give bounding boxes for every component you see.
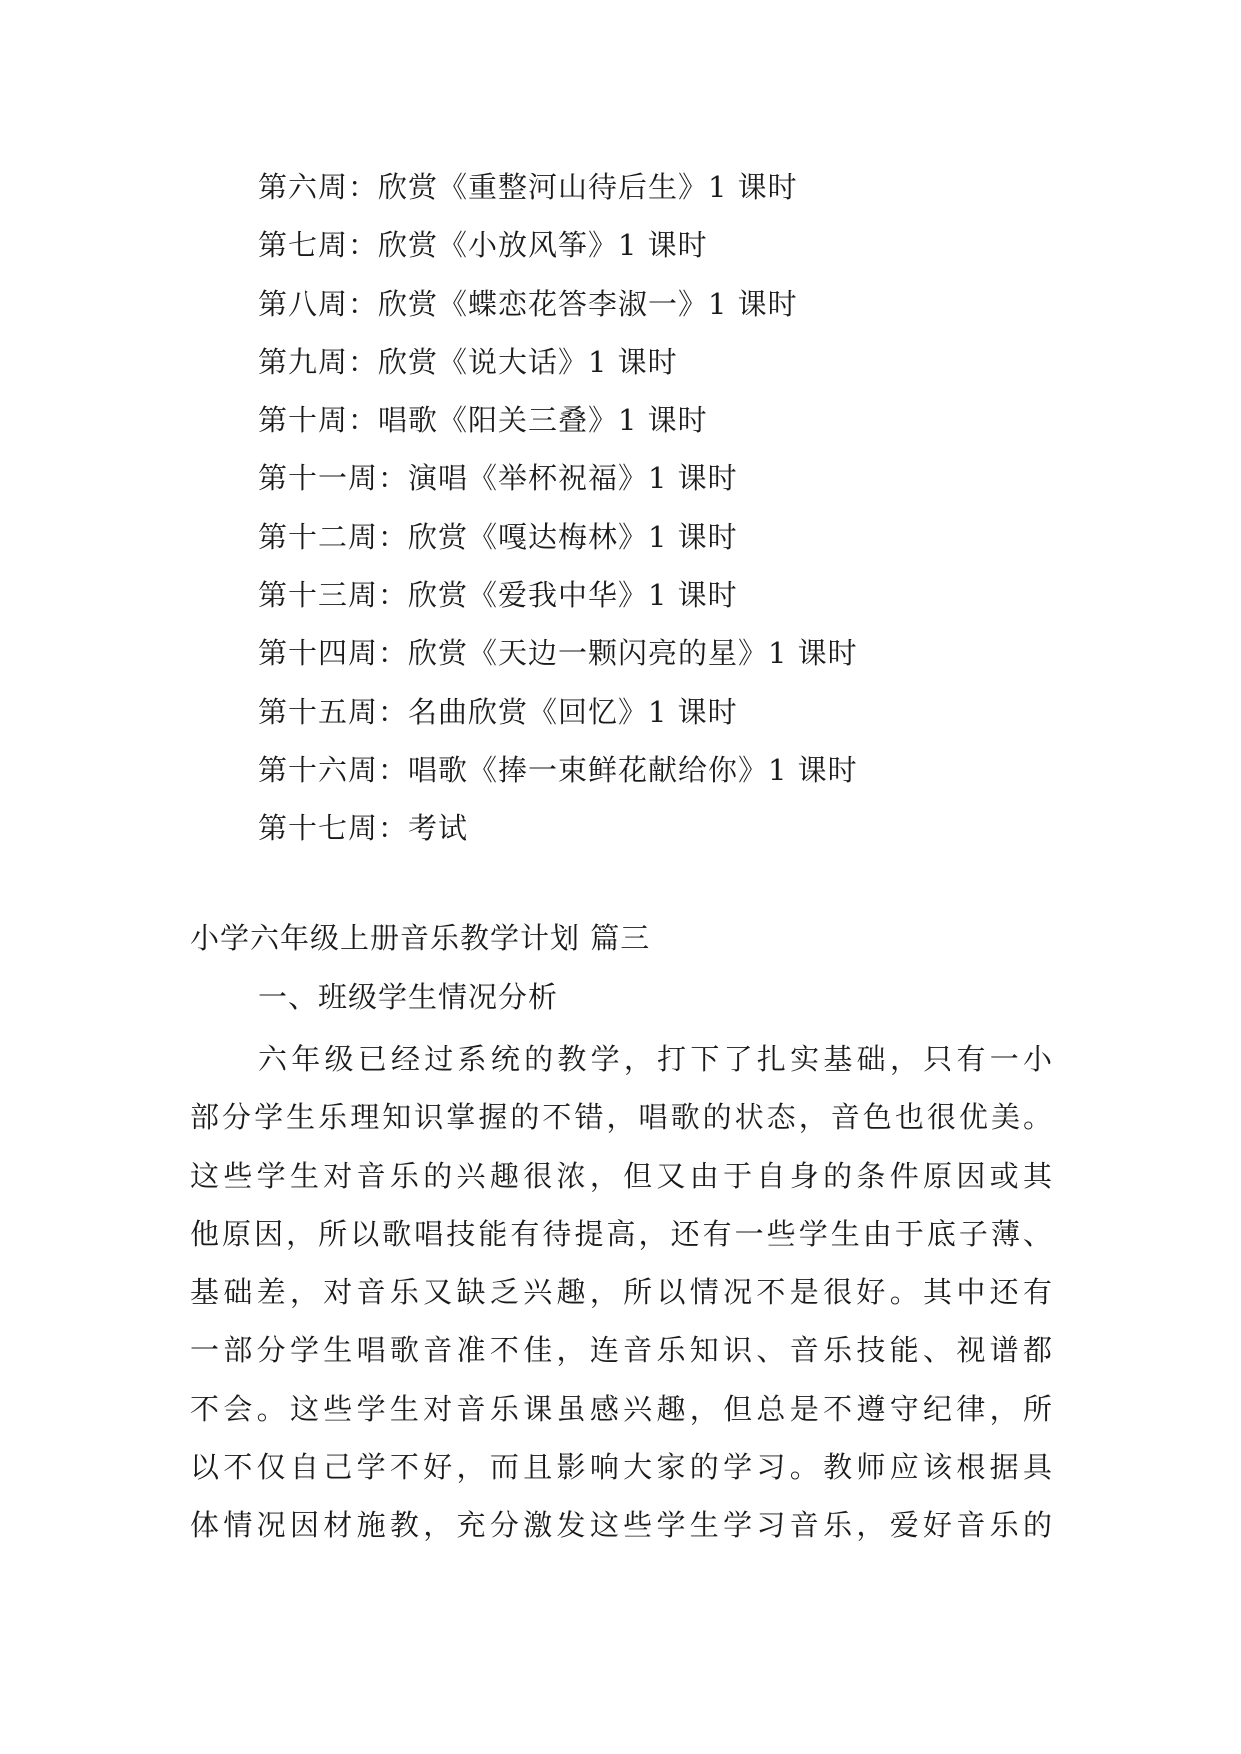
schedule-item-week-9: 第九周：欣赏《说大话》1 课时	[258, 344, 678, 379]
paragraph-line: 部分学生乐理知识掌握的不错，唱歌的状态，音色也很优美。	[190, 1100, 1052, 1135]
weekly-schedule-list	[258, 158, 858, 858]
paragraph-line: 以不仅自己学不好，而且影响大家的学习。教师应该根据具	[190, 1450, 1052, 1485]
body-paragraph	[190, 1030, 1052, 1555]
schedule-item-week-7: 第七周：欣赏《小放风筝》1 课时	[258, 228, 708, 263]
paragraph-line: 一部分学生唱歌音准不佳，连音乐知识、音乐技能、视谱都	[190, 1333, 1052, 1368]
schedule-item-week-10: 第十周：唱歌《阳关三叠》1 课时	[258, 403, 708, 438]
paragraph-line: 不会。这些学生对音乐课虽感兴趣，但总是不遵守纪律，所	[190, 1391, 1052, 1426]
sub-heading: 一、班级学生情况分析	[258, 980, 559, 1014]
paragraph-line: 他原因，所以歌唱技能有待提高，还有一些学生由于底子薄、	[190, 1216, 1052, 1251]
schedule-item-week-16: 第十六周：唱歌《捧一束鲜花献给你》1 课时	[258, 752, 858, 787]
schedule-item-week-11: 第十一周：演唱《举杯祝福》1 课时	[258, 461, 738, 496]
paragraph-line: 体情况因材施教，充分激发这些学生学习音乐，爱好音乐的	[190, 1508, 1052, 1543]
paragraph-line: 基础差，对音乐又缺乏兴趣，所以情况不是很好。其中还有	[190, 1275, 1052, 1310]
schedule-item-week-12: 第十二周：欣赏《嘎达梅林》1 课时	[258, 519, 738, 554]
schedule-item-week-17: 第十七周：考试	[258, 811, 469, 846]
schedule-item-week-8: 第八周：欣赏《蝶恋花答李淑一》1 课时	[258, 286, 798, 321]
paragraph-line: 六年级已经过系统的教学，打下了扎实基础，只有一小	[258, 1042, 1052, 1076]
schedule-item-week-15: 第十五周：名曲欣赏《回忆》1 课时	[258, 694, 738, 729]
schedule-item-week-6: 第六周：欣赏《重整河山待后生》1 课时	[258, 170, 798, 204]
section-title: 小学六年级上册音乐教学计划 篇三	[190, 921, 651, 955]
schedule-item-week-13: 第十三周：欣赏《爱我中华》1 课时	[258, 578, 738, 613]
paragraph-line: 这些学生对音乐的兴趣很浓，但又由于自身的条件原因或其	[190, 1158, 1052, 1193]
schedule-item-week-14: 第十四周：欣赏《天边一颗闪亮的星》1 课时	[258, 636, 858, 671]
